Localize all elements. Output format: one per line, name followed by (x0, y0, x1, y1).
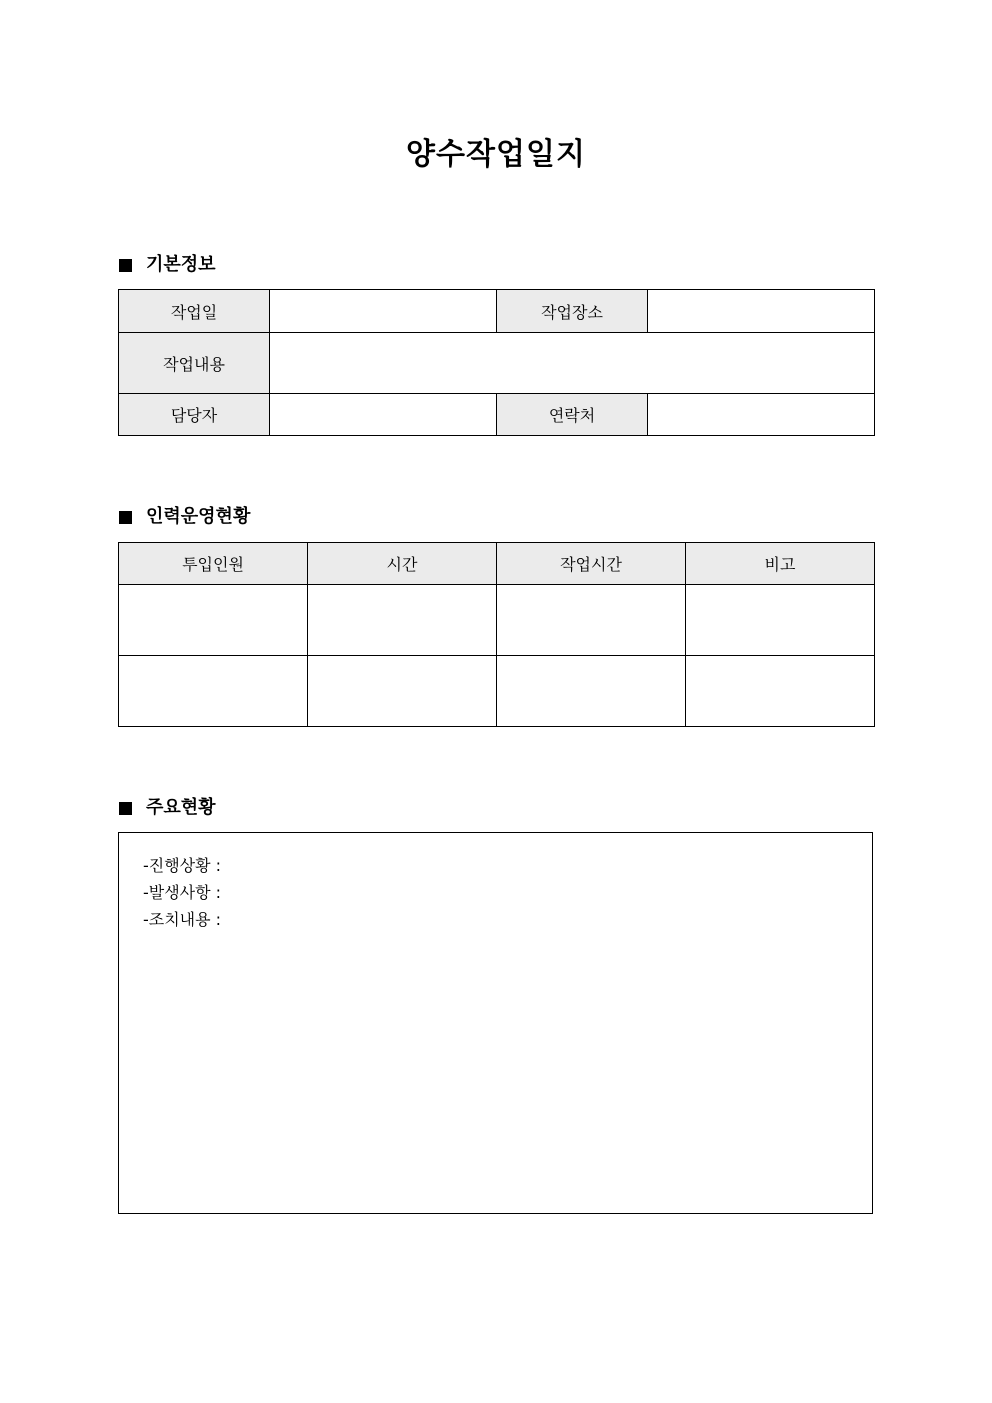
work-content-field[interactable] (270, 333, 875, 394)
contact-field[interactable] (648, 394, 875, 436)
table-cell[interactable] (497, 585, 686, 656)
column-header-remarks: 비고 (686, 543, 875, 585)
progress-status-line: -진행상황 : (143, 856, 222, 875)
section-title: 기본정보 (146, 254, 216, 275)
table-row (119, 290, 875, 333)
work-content-label: 작업내용 (119, 333, 270, 394)
table-row (119, 585, 875, 656)
work-date-label: 작업일 (119, 290, 270, 333)
manager-label: 담당자 (119, 394, 270, 436)
work-place-label: 작업장소 (497, 290, 648, 333)
table-cell[interactable] (686, 585, 875, 656)
table-cell[interactable] (308, 656, 497, 727)
table-row (119, 656, 875, 727)
manpower-table (118, 542, 875, 727)
square-bullet-icon (119, 259, 132, 272)
section-heading-manpower (119, 504, 250, 530)
main-status-box[interactable] (118, 832, 873, 1214)
table-cell[interactable] (119, 656, 308, 727)
column-header-personnel: 투입인원 (119, 543, 308, 585)
section-heading-basic-info (119, 252, 216, 278)
contact-label: 연락처 (497, 394, 648, 436)
basic-info-table (118, 289, 875, 436)
square-bullet-icon (119, 802, 132, 815)
section-title: 주요현황 (146, 797, 216, 818)
table-header-row (119, 543, 875, 585)
table-row (119, 394, 875, 436)
table-cell[interactable] (308, 585, 497, 656)
square-bullet-icon (119, 511, 132, 524)
table-row (119, 333, 875, 394)
section-heading-main-status (119, 795, 216, 821)
table-cell[interactable] (119, 585, 308, 656)
occurrence-line: -발생사항 : (143, 883, 222, 902)
table-cell[interactable] (497, 656, 686, 727)
work-place-field[interactable] (648, 290, 875, 333)
column-header-time: 시간 (308, 543, 497, 585)
column-header-work-hours: 작업시간 (497, 543, 686, 585)
work-date-field[interactable] (270, 290, 497, 333)
table-cell[interactable] (686, 656, 875, 727)
manager-field[interactable] (270, 394, 497, 436)
action-taken-line: -조치내용 : (143, 910, 222, 929)
page-title: 양수작업일지 (406, 137, 586, 172)
section-title: 인력운영현황 (146, 506, 251, 527)
